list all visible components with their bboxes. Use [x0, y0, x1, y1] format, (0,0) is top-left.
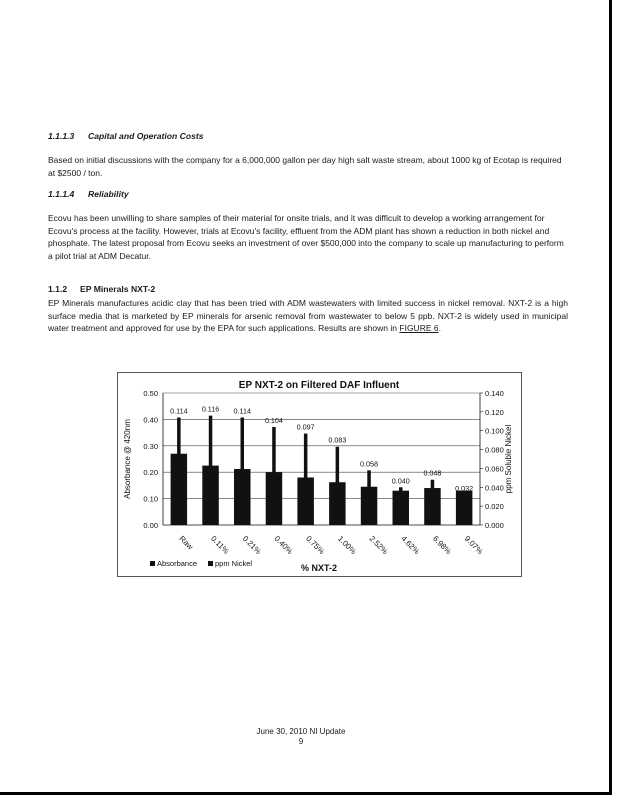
footer-date: June 30, 2010 NI Update: [256, 727, 346, 736]
section-title: Reliability: [88, 189, 129, 199]
section-number: 1.1.1.3: [48, 131, 75, 141]
chart-frame: [117, 372, 522, 577]
data-label: 0.116: [201, 404, 220, 414]
x-tick-label: 1.00%: [335, 534, 358, 557]
paragraph-period: .: [438, 323, 441, 333]
bar-absorbance: [361, 487, 377, 525]
y-tick-label: 0.50: [143, 389, 158, 398]
bar-absorbance: [329, 482, 345, 525]
legend-label-ppm-nickel: ppm Nickel: [215, 559, 253, 568]
paragraph-ep-minerals: [48, 297, 568, 335]
section-title: Capital and Operation Costs: [88, 131, 204, 141]
page-number: 9: [298, 737, 304, 746]
page-footer: [0, 727, 602, 747]
y-tick-label: 0.10: [143, 494, 158, 504]
x-tick-label: 0.75%: [304, 534, 327, 557]
bar-absorbance: [297, 477, 313, 525]
bar-absorbance: [266, 472, 282, 525]
section-heading-costs: [48, 131, 204, 141]
bar-absorbance: [171, 454, 187, 525]
paragraph-costs: Based on initial discussions with the company for a 6,000,000 gallon per day high salt waste stream, about 1000 kg of Ecotap is required at $2500 / ton.: [48, 155, 562, 178]
x-tick-label: Raw: [177, 534, 195, 552]
x-tick-label: 0.40%: [272, 534, 295, 557]
data-label: 0.048: [423, 468, 442, 478]
section-number: 1.1.2: [48, 284, 68, 294]
y-tick-label: 0.40: [143, 415, 158, 425]
x-tick-label: 6.98%: [431, 534, 454, 557]
legend-swatch-ppm-nickel: [208, 561, 213, 566]
section-heading-reliability: [48, 189, 129, 199]
data-label: 0.114: [170, 406, 188, 416]
section-heading-ep-minerals: [48, 284, 155, 294]
section-title: EP Minerals NXT-2: [80, 284, 156, 294]
data-label: 0.058: [360, 459, 379, 469]
data-label: 0.097: [296, 422, 315, 432]
y2-tick-label: 0.040: [485, 483, 504, 493]
y-tick-label: 0.00: [143, 521, 158, 530]
x-axis-title: % NXT-2: [300, 563, 338, 573]
data-label: 0.032: [455, 483, 474, 493]
bar-absorbance: [202, 466, 218, 525]
data-label: 0.114: [233, 406, 251, 416]
y2-tick-label: 0.000: [485, 521, 504, 530]
y2-tick-label: 0.100: [485, 426, 504, 436]
y2-tick-label: 0.080: [485, 445, 504, 455]
legend-label-absorbance: Absorbance: [157, 559, 198, 568]
y2-tick-label: 0.120: [485, 407, 504, 417]
y2-axis-title: ppm Soluble Nickel: [504, 424, 513, 494]
bar-absorbance: [456, 491, 472, 525]
y2-tick-label: 0.060: [485, 464, 504, 474]
paragraph-reliability: Ecovu has been unwilling to share samples of their material for onsite trials, and it was difficult to develop a working arrangement for Ecovu's process at the facility. However, trials at Ecovu's facility, effluent from the ADM plant has shown a reduction in both nickel and phosphate. The latest proposal from Ecovu seeks an investment of over $500,000 into the company to scale up manufacturing to perform a pilot trial at ADM Decatur.: [48, 213, 564, 261]
nxt2-chart: [118, 373, 521, 576]
y-tick-label: 0.20: [143, 468, 158, 478]
section-number: 1.1.1.4: [48, 189, 75, 199]
x-tick-label: 2.52%: [367, 534, 390, 557]
data-label: 0.083: [328, 435, 347, 445]
paragraph-text: EP Minerals manufactures acidic clay that has been tried with ADM wastewaters with limited success in nickel removal. NXT-2 is a high surface media that is marketed by EP minerals for arsenic removal from wastewater to below 5 ppb. NXT-2 is widely used in municipal water treatment and approved for use by the EPA for such applications. Results are shown in: [48, 298, 568, 333]
data-label: 0.104: [264, 415, 283, 425]
figure-6-link[interactable]: FIGURE 6: [399, 323, 439, 333]
y-axis-title: Absorbance @ 420nm: [123, 419, 132, 499]
x-tick-label: 0.21%: [240, 534, 263, 557]
data-label: 0.040: [391, 476, 410, 486]
chart-title: EP NXT-2 on Filtered DAF Influent: [238, 380, 400, 391]
y2-tick-label: 0.020: [485, 502, 504, 512]
legend-swatch-absorbance: [150, 561, 155, 566]
x-tick-label: 4.62%: [399, 534, 422, 557]
bar-absorbance: [424, 488, 440, 525]
bar-absorbance: [393, 491, 409, 525]
y2-tick-label: 0.140: [485, 389, 504, 398]
x-tick-label: 0.11%: [209, 534, 231, 556]
x-tick-label: 9.07%: [462, 534, 485, 557]
y-tick-label: 0.30: [143, 441, 158, 451]
bar-absorbance: [234, 469, 250, 525]
